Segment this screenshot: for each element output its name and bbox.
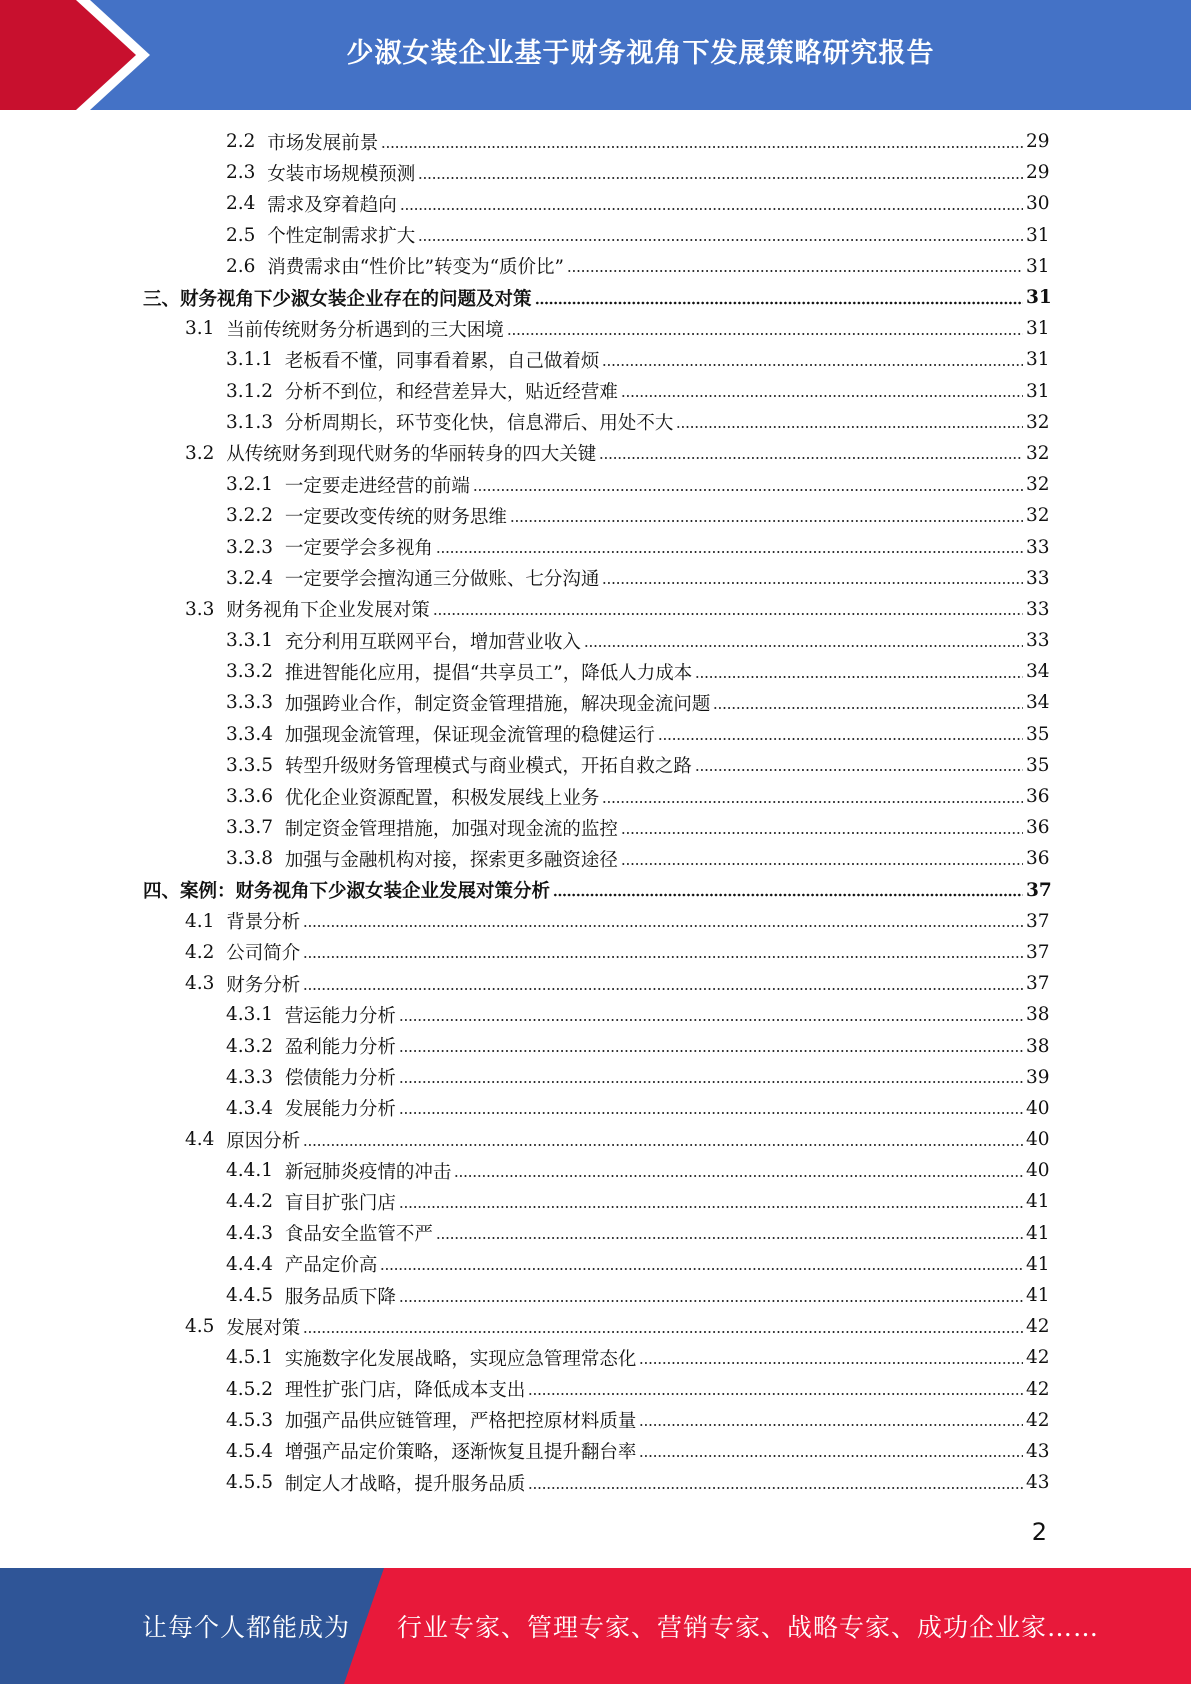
toc-dot-leader — [433, 612, 1023, 616]
toc-entry-spacer — [273, 1191, 285, 1212]
toc-entry-title: 制定资金管理措施，加强对现金流的监控 — [284, 818, 618, 840]
toc-entry-number: 4.3.1 — [226, 1004, 274, 1026]
toc-dot-leader — [639, 1361, 1023, 1365]
toc-dot-leader — [418, 176, 1023, 180]
toc-dot-leader — [436, 1236, 1023, 1240]
toc-dot-leader — [381, 145, 1023, 149]
toc-entry-title: 一定要学会多视角 — [284, 538, 433, 560]
toc-entry-number: 3.3.4 — [226, 723, 274, 745]
toc-entry-page: 41 — [1026, 1285, 1050, 1307]
toc-entry-title: 实施数字化发展战略，实现应急管理常态化 — [284, 1348, 637, 1370]
toc-entry-page: 32 — [1026, 411, 1050, 433]
toc-dot-leader — [621, 394, 1023, 398]
toc-entry[interactable] — [0, 906, 1191, 937]
toc-entry-number: 3.3.2 — [226, 661, 274, 683]
toc-entry-title: 女装市场规模预测 — [267, 163, 416, 185]
toc-dot-leader — [553, 893, 1023, 897]
toc-entry-spacer — [273, 1285, 285, 1306]
toc-entry-title: 充分利用互联网平台，增加营业收入 — [284, 631, 581, 653]
toc-entry-title: 四、案例：财务视角下少淑女装企业发展对策分析 — [143, 881, 551, 903]
toc-entry-title: 一定要走进经营的前端 — [284, 475, 470, 497]
toc-entry-number: 4.3.4 — [226, 1097, 274, 1119]
toc-entry-spacer — [273, 537, 285, 558]
toc-dot-leader — [713, 706, 1023, 710]
toc-entry-number: 2.3 — [226, 162, 256, 184]
toc-entry-number: 3.1 — [185, 318, 215, 340]
toc-entry-title: 消费需求由“性价比”转变为“质价比” — [267, 257, 565, 279]
toc-entry-spacer — [214, 318, 226, 339]
toc-entry-page: 31 — [1026, 349, 1050, 371]
toc-entry-number: 3.3.5 — [226, 754, 274, 776]
toc-entry[interactable] — [0, 1155, 1191, 1186]
toc-dot-leader — [602, 800, 1023, 804]
toc-dot-leader — [621, 862, 1023, 866]
toc-entry-page: 43 — [1026, 1440, 1050, 1462]
toc-entry-number: 4.3.3 — [226, 1066, 274, 1088]
toc-entry[interactable] — [0, 282, 1191, 313]
toc-entry[interactable] — [0, 1374, 1191, 1405]
toc-entry-spacer — [255, 193, 267, 214]
toc-entry-title: 转型升级财务管理模式与商业模式，开拓自救之路 — [284, 756, 692, 778]
toc-entry-spacer — [273, 630, 285, 651]
toc-entry[interactable] — [0, 687, 1191, 718]
toc-entry-title: 加强产品供应链管理，严格把控原材料质量 — [284, 1411, 637, 1433]
toc-entry-page: 37 — [1026, 941, 1050, 963]
footer-slogan-left: 让每个人都能成为 — [142, 1613, 351, 1642]
toc-entry-spacer — [273, 505, 285, 526]
toc-entry-spacer — [214, 443, 226, 464]
toc-entry-spacer — [273, 349, 285, 370]
toc-dot-leader — [507, 332, 1023, 336]
toc-entry[interactable] — [0, 1405, 1191, 1436]
toc-entry-spacer — [273, 786, 285, 807]
toc-entry-number: 2.4 — [226, 193, 256, 215]
toc-entry-title: 个性定制需求扩大 — [267, 226, 416, 248]
toc-entry-page: 37 — [1026, 973, 1050, 995]
toc-entry-number: 3.3.6 — [226, 786, 274, 808]
toc-entry-spacer — [273, 1036, 285, 1057]
toc-entry-page: 36 — [1026, 817, 1050, 839]
page-header — [0, 0, 1191, 110]
toc-entry-spacer — [255, 162, 267, 183]
toc-entry-title: 公司简介 — [226, 943, 301, 965]
toc-entry-title: 市场发展前景 — [267, 132, 379, 154]
toc-entry-spacer — [273, 755, 285, 776]
toc-entry[interactable] — [0, 812, 1191, 843]
toc-entry-spacer — [273, 1223, 285, 1244]
toc-dot-leader — [676, 425, 1023, 429]
toc-entry[interactable] — [0, 937, 1191, 968]
toc-entry-spacer — [214, 942, 226, 963]
toc-entry-title: 偿债能力分析 — [284, 1068, 396, 1090]
toc-entry[interactable] — [0, 1249, 1191, 1280]
toc-entry-page: 36 — [1026, 848, 1050, 870]
toc-entry-title: 理性扩张门店，降低成本支出 — [284, 1380, 526, 1402]
toc-entry-page: 31 — [1026, 318, 1050, 340]
toc-dot-leader — [584, 644, 1023, 648]
toc-entry-page: 31 — [1026, 380, 1050, 402]
toc-entry-number: 4.4.2 — [226, 1191, 274, 1213]
toc-entry-page: 41 — [1026, 1191, 1050, 1213]
toc-entry-title: 从传统财务到现代财务的华丽转身的四大关键 — [226, 444, 597, 466]
toc-entry-number: 4.2 — [185, 941, 215, 963]
toc-entry-spacer — [273, 848, 285, 869]
toc-entry[interactable] — [0, 1467, 1191, 1498]
toc-entry-spacer — [273, 1472, 285, 1493]
toc-entry-spacer — [273, 568, 285, 589]
toc-entry-spacer — [214, 1316, 226, 1337]
toc-entry-page: 34 — [1026, 692, 1050, 714]
toc-entry-number: 4.5.4 — [226, 1440, 274, 1462]
toc-dot-leader — [510, 519, 1023, 523]
toc-entry-spacer — [273, 474, 285, 495]
toc-entry-title: 发展对策 — [226, 1317, 301, 1339]
toc-entry-page: 31 — [1026, 255, 1050, 277]
toc-entry[interactable] — [0, 1030, 1191, 1061]
toc-entry-page: 36 — [1026, 786, 1050, 808]
toc-entry-spacer — [214, 973, 226, 994]
toc-entry-title: 背景分析 — [226, 912, 301, 934]
toc-dot-leader — [695, 768, 1023, 772]
toc-entry-number: 4.4.5 — [226, 1285, 274, 1307]
toc-entry-title: 原因分析 — [226, 1130, 301, 1152]
toc-entry-number: 4.5.2 — [226, 1378, 274, 1400]
toc-entry-spacer — [255, 225, 267, 246]
toc-dot-leader — [399, 1018, 1023, 1022]
toc-entry-page: 34 — [1026, 661, 1050, 683]
toc-entry-number: 4.1 — [185, 910, 215, 932]
toc-entry[interactable] — [0, 438, 1191, 469]
toc-entry-page: 42 — [1026, 1378, 1050, 1400]
toc-dot-leader — [400, 207, 1023, 211]
toc-entry-spacer — [273, 1441, 285, 1462]
toc-dot-leader — [399, 1111, 1023, 1115]
toc-entry-number: 4.5.5 — [226, 1472, 274, 1494]
toc-dot-leader — [695, 675, 1023, 679]
toc-entry[interactable] — [0, 376, 1191, 407]
toc-entry[interactable] — [0, 157, 1191, 188]
toc-entry-page: 35 — [1026, 723, 1050, 745]
toc-entry[interactable] — [0, 1218, 1191, 1249]
toc-dot-leader — [380, 1267, 1023, 1271]
toc-entry-page: 33 — [1026, 536, 1050, 558]
toc-entry[interactable] — [0, 563, 1191, 594]
toc-entry-title: 服务品质下降 — [284, 1286, 396, 1308]
report-title: 少淑女装企业基于财务视角下发展策略研究报告 — [346, 37, 935, 69]
toc-entry[interactable] — [0, 719, 1191, 750]
toc-entry-page: 33 — [1026, 598, 1050, 620]
toc-entry-page: 31 — [1026, 287, 1052, 309]
toc-entry-number: 3.2.2 — [226, 505, 274, 527]
toc-entry-spacer — [214, 911, 226, 932]
toc-dot-leader — [399, 1299, 1023, 1303]
toc-entry[interactable] — [0, 1280, 1191, 1311]
toc-entry-spacer — [273, 1004, 285, 1025]
toc-entry-page: 41 — [1026, 1222, 1050, 1244]
toc-dot-leader — [602, 363, 1023, 367]
toc-entry-page: 31 — [1026, 224, 1050, 246]
toc-entry-number: 4.5 — [185, 1316, 215, 1338]
toc-entry-number: 4.4.1 — [226, 1160, 274, 1182]
toc-entry-page: 32 — [1026, 505, 1050, 527]
toc-entry-spacer — [273, 817, 285, 838]
toc-entry-spacer — [273, 1160, 285, 1181]
toc-entry-title: 加强跨业合作，制定资金管理措施，解决现金流问题 — [284, 693, 711, 715]
toc-dot-leader — [639, 1454, 1023, 1458]
toc-entry[interactable] — [0, 1342, 1191, 1373]
toc-entry-number: 3.1.1 — [226, 349, 274, 371]
toc-entry-number: 2.6 — [226, 255, 256, 277]
toc-entry-title: 推进智能化应用，提倡“共享员工”，降低人力成本 — [284, 662, 693, 684]
toc-dot-leader — [303, 1143, 1023, 1147]
toc-entry-page: 40 — [1026, 1160, 1050, 1182]
table-of-contents — [0, 126, 1191, 1498]
toc-dot-leader — [418, 238, 1023, 242]
toc-entry-page: 33 — [1026, 630, 1050, 652]
toc-dot-leader — [599, 456, 1023, 460]
toc-entry-number: 4.4.4 — [226, 1253, 274, 1275]
toc-entry-spacer — [273, 1067, 285, 1088]
toc-dot-leader — [621, 831, 1023, 835]
toc-dot-leader — [639, 1423, 1023, 1427]
toc-entry-spacer — [255, 256, 267, 277]
toc-entry-page: 38 — [1026, 1035, 1050, 1057]
toc-dot-leader — [535, 301, 1023, 305]
toc-entry-page: 37 — [1026, 910, 1050, 932]
toc-entry-number: 4.4.3 — [226, 1222, 274, 1244]
toc-entry-title: 分析周期长，环节变化快，信息滞后、用处不大 — [284, 413, 674, 435]
toc-entry-page: 32 — [1026, 474, 1050, 496]
toc-entry-title: 需求及穿着趋向 — [267, 194, 397, 216]
toc-entry[interactable] — [0, 843, 1191, 874]
toc-entry[interactable] — [0, 407, 1191, 438]
toc-entry[interactable] — [0, 968, 1191, 999]
toc-entry-page: 33 — [1026, 567, 1050, 589]
toc-entry-spacer — [214, 599, 226, 620]
toc-entry-spacer — [273, 1254, 285, 1275]
toc-entry-title: 三、财务视角下少淑女装企业存在的问题及对策 — [143, 288, 532, 310]
toc-dot-leader — [303, 924, 1023, 928]
toc-entry-title: 食品安全监管不严 — [284, 1224, 433, 1246]
toc-entry-page: 39 — [1026, 1066, 1050, 1088]
toc-entry[interactable] — [0, 875, 1191, 906]
toc-entry[interactable] — [0, 999, 1191, 1030]
toc-entry[interactable] — [0, 656, 1191, 687]
toc-entry-number: 4.4 — [185, 1129, 215, 1151]
toc-entry[interactable] — [0, 625, 1191, 656]
toc-dot-leader — [303, 1330, 1023, 1334]
toc-entry-spacer — [214, 1129, 226, 1150]
toc-entry-number: 3.2.4 — [226, 567, 274, 589]
toc-dot-leader — [528, 1486, 1023, 1490]
footer-slogan-right: 行业专家、管理专家、营销专家、战略专家、成功企业家…… — [397, 1613, 1100, 1642]
toc-entry-spacer — [273, 1347, 285, 1368]
toc-entry-number: 3.2 — [185, 442, 215, 464]
toc-entry[interactable] — [0, 344, 1191, 375]
toc-entry[interactable] — [0, 500, 1191, 531]
toc-dot-leader — [658, 737, 1023, 741]
toc-entry[interactable] — [0, 188, 1191, 219]
toc-entry[interactable] — [0, 531, 1191, 562]
toc-entry-page: 29 — [1026, 162, 1050, 184]
toc-entry-number: 3.2.1 — [226, 474, 274, 496]
toc-entry-number: 3.3.1 — [226, 630, 274, 652]
toc-entry-number: 3.3.3 — [226, 692, 274, 714]
toc-entry-spacer — [273, 412, 285, 433]
toc-entry-page: 30 — [1026, 193, 1050, 215]
toc-entry-number: 4.5.1 — [226, 1347, 274, 1369]
toc-dot-leader — [303, 987, 1023, 991]
toc-entry-page: 42 — [1026, 1409, 1050, 1431]
toc-entry[interactable] — [0, 1311, 1191, 1342]
toc-dot-leader — [399, 1049, 1023, 1053]
toc-entry[interactable] — [0, 1436, 1191, 1467]
toc-entry-title: 加强现金流管理，保证现金流管理的稳健运行 — [284, 725, 655, 747]
toc-entry[interactable] — [0, 1093, 1191, 1124]
toc-dot-leader — [436, 550, 1023, 554]
toc-entry[interactable] — [0, 781, 1191, 812]
toc-entry-spacer — [273, 692, 285, 713]
toc-entry-title: 分析不到位，和经营差异大，贴近经营难 — [284, 382, 618, 404]
toc-entry[interactable] — [0, 313, 1191, 344]
toc-entry-title: 盈利能力分析 — [284, 1037, 396, 1059]
toc-entry[interactable] — [0, 594, 1191, 625]
toc-entry-page: 41 — [1026, 1253, 1050, 1275]
toc-entry-number: 4.3 — [185, 973, 215, 995]
page-number: 2 — [1031, 1518, 1047, 1546]
toc-entry-page: 29 — [1026, 131, 1050, 153]
toc-entry[interactable] — [0, 1186, 1191, 1217]
toc-dot-leader — [602, 581, 1023, 585]
toc-entry[interactable] — [0, 1062, 1191, 1093]
toc-entry-spacer — [273, 381, 285, 402]
toc-entry-number: 4.5.3 — [226, 1409, 274, 1431]
toc-entry-page: 42 — [1026, 1347, 1050, 1369]
toc-dot-leader — [473, 488, 1023, 492]
toc-dot-leader — [454, 1174, 1023, 1178]
toc-entry-title: 加强与金融机构对接，探索更多融资途径 — [284, 849, 618, 871]
toc-entry-number: 2.2 — [226, 131, 256, 153]
toc-entry-title: 增强产品定价策略，逐渐恢复且提升翻台率 — [284, 1442, 637, 1464]
toc-entry-title: 老板看不懂，同事看着累，自己做着烦 — [284, 350, 600, 372]
toc-entry-page: 35 — [1026, 754, 1050, 776]
toc-entry-title: 盲目扩张门店 — [284, 1192, 396, 1214]
toc-entry-title: 当前传统财务分析遇到的三大困境 — [226, 319, 504, 341]
toc-entry[interactable] — [0, 750, 1191, 781]
toc-entry-title: 发展能力分析 — [284, 1099, 396, 1121]
toc-entry[interactable] — [0, 1124, 1191, 1155]
toc-entry-number: 3.3.7 — [226, 817, 274, 839]
toc-entry-spacer — [273, 1098, 285, 1119]
toc-entry[interactable] — [0, 251, 1191, 282]
toc-dot-leader — [303, 955, 1023, 959]
toc-entry-title: 优化企业资源配置，积极发展线上业务 — [284, 787, 600, 809]
toc-entry-page: 43 — [1026, 1472, 1050, 1494]
toc-entry-title: 产品定价高 — [284, 1255, 378, 1277]
toc-entry-page: 42 — [1026, 1316, 1050, 1338]
toc-entry-number: 2.5 — [226, 224, 256, 246]
toc-entry-number: 3.1.3 — [226, 411, 274, 433]
toc-entry-spacer — [273, 1379, 285, 1400]
toc-entry-number: 3.3 — [185, 598, 215, 620]
page-footer — [0, 1568, 1191, 1684]
toc-entry-title: 新冠肺炎疫情的冲击 — [284, 1161, 452, 1183]
toc-entry-spacer — [273, 1410, 285, 1431]
toc-entry-page: 37 — [1026, 879, 1052, 901]
toc-entry-title: 一定要学会擅沟通三分做账、七分沟通 — [284, 569, 600, 591]
toc-entry-page: 40 — [1026, 1129, 1050, 1151]
toc-entry-page: 40 — [1026, 1097, 1050, 1119]
toc-entry[interactable] — [0, 126, 1191, 157]
toc-entry[interactable] — [0, 469, 1191, 500]
toc-entry-number: 3.2.3 — [226, 536, 274, 558]
toc-entry-spacer — [255, 131, 267, 152]
toc-entry-title: 一定要改变传统的财务思维 — [284, 506, 507, 528]
toc-dot-leader — [399, 1205, 1023, 1209]
toc-entry-title: 财务视角下企业发展对策 — [226, 600, 430, 622]
toc-entry-title: 营运能力分析 — [284, 1005, 396, 1027]
toc-entry-spacer — [273, 724, 285, 745]
toc-entry-title: 财务分析 — [226, 974, 301, 996]
toc-entry-page: 38 — [1026, 1004, 1050, 1026]
toc-dot-leader — [567, 269, 1023, 273]
toc-entry[interactable] — [0, 220, 1191, 251]
toc-entry-number: 3.3.8 — [226, 848, 274, 870]
toc-entry-title: 制定人才战略，提升服务品质 — [284, 1473, 526, 1495]
toc-dot-leader — [399, 1080, 1023, 1084]
toc-entry-number: 3.1.2 — [226, 380, 274, 402]
toc-entry-spacer — [273, 661, 285, 682]
toc-entry-number: 4.3.2 — [226, 1035, 274, 1057]
toc-entry-page: 32 — [1026, 442, 1050, 464]
toc-dot-leader — [528, 1392, 1023, 1396]
